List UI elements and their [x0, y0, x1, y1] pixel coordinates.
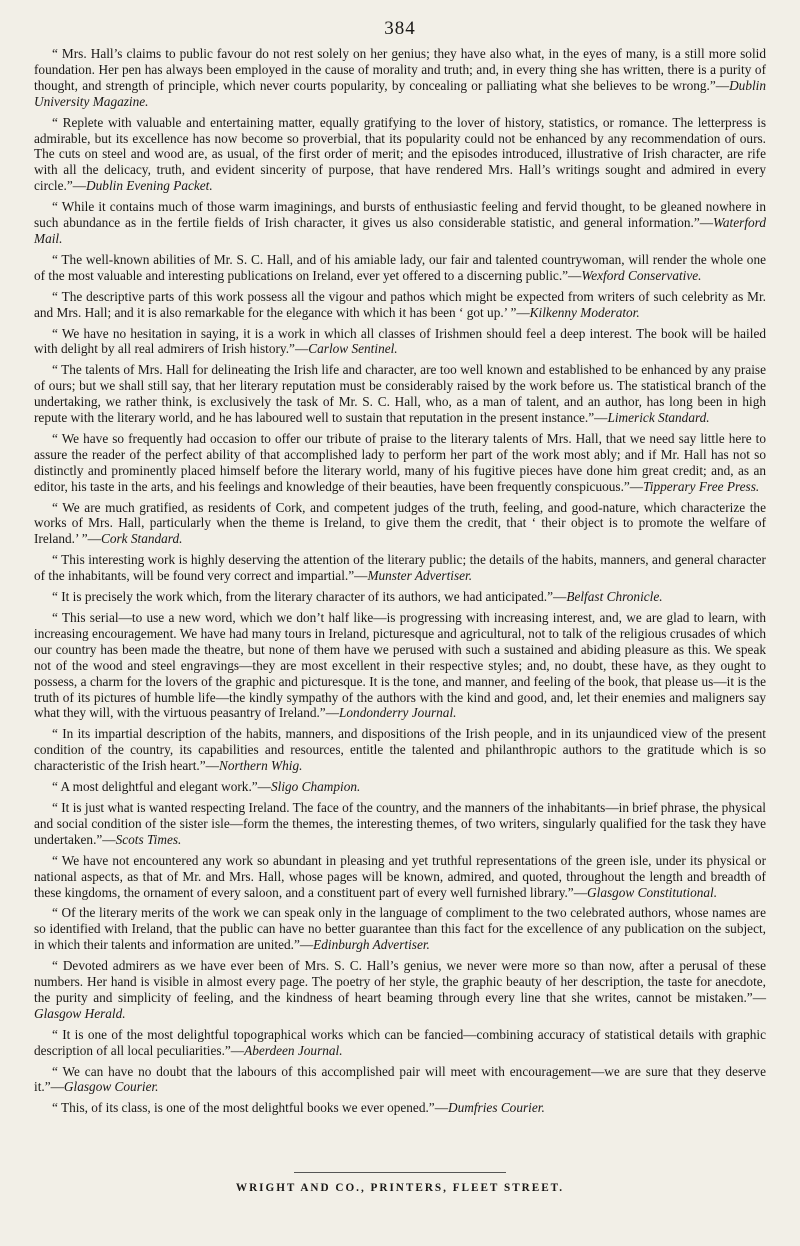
review-text: “ Devoted admirers as we have ever been of Mrs. S. C. Hall’s genius, we never were more so than now, after a perusal of these numbers. Her hand is visible in almost every page. The poetry of her style, the graphic beauty of her description, the taste for anecdote, the purity and simplicity of feeling, and the kindness of heart beaming through every line that she writes, cannot be mistaken.”— — [34, 958, 766, 1005]
review-text: “ While it contains much of those warm imaginings, and bursts of enthusiastic feeling and fervid thought, to be gleaned nowhere in such abundance as in the fertile fields of Irish character, it gives us also considerable statistic, and general information.”— — [34, 199, 766, 231]
review-text: “ We are much gratified, as residents of Cork, and competent judges of the truth, feeling, and good-nature, which characterize the works of Mrs. Hall, particularly when the theme is Ireland, to give them the credit, that ‘ their object is to promote the welfare of Ireland.’ ”— — [34, 499, 766, 547]
review-paragraph — [34, 552, 766, 584]
review-paragraph — [34, 800, 766, 848]
review-text: “ Replete with valuable and entertaining matter, equally gratifying to the lover of history, statistics, or romance. The letterpress is admirable, but its excellence has now become so proverbial, that its popularity could not be enhanced by any recommendation of ours. The cuts on steel and wood are, as usual, of the first order of merit; and the episodes introduced, illustrative of Irish character, are rife with all the delicacy, truth, and evident sincerity of purpose, that have rendered Mrs. Hall’s writings sought and admired in every circle.”— — [34, 114, 766, 194]
review-text: “ We have no hesitation in saying, it is a work in which all classes of Irishmen should feel a deep interest. The book will be hailed with delight by all real admirers of Irish history.”— — [34, 325, 766, 357]
review-source: Londonderry Journal. — [339, 705, 457, 721]
review-source: Scots Times. — [115, 831, 182, 847]
review-text: “ The talents of Mrs. Hall for delineating the Irish life and character, are too well known and established to be enhanced by any praise of ours; but we shall still say, that her literary reputation must be considerably raised by the work before us. The statistical branch of the undertaking, we rather think, is exclusively the task of Mr. S. C. Hall, who, as a man of talent, and an author, has long been in high repute with the literary world, and he has laboured well to sustain that reputation in the present instance.”— — [34, 362, 766, 426]
review-text: “ It is one of the most delightful topographical works which can be fancied—combining accuracy of statistical details with graphic description of all local peculiarities.”— — [34, 1026, 766, 1058]
review-paragraph — [34, 1064, 766, 1096]
review-source: Carlow Sentinel. — [308, 341, 398, 357]
footer-divider — [294, 1172, 506, 1173]
review-source: Belfast Chronicle. — [566, 589, 663, 605]
review-source: Dublin Evening Packet. — [86, 178, 213, 194]
review-paragraph — [34, 252, 766, 284]
review-source: Glasgow Courier. — [63, 1079, 159, 1095]
review-source: Northern Whig. — [218, 758, 303, 774]
review-source: Waterford Mail. — [34, 215, 766, 246]
review-source: Edinburgh Advertiser. — [313, 937, 430, 953]
review-paragraph — [34, 199, 766, 247]
review-paragraph — [34, 610, 766, 721]
review-source: Dublin University Magazine. — [34, 77, 766, 109]
review-text: “ This serial—to use a new word, which we don’t half like—is progressing with increasing interest, and, we are glad to learn, with increasing encouragement. We have had many tours in Ireland, picturesque and agricultural, not to talk of the religious crusades of which our country has been made the theatre, but none of them have we perused with such a sustained and abiding pleasure as this. We speak not of the wood and steel engravings—they are most excellent in their respective styles; and, no doubt, these have, as they ought to possess, a charm for the lovers of the graphic and picturesque. It is the tone, and manner, and feeling of the book, that please us—it is the truth of its pictures of humble life—the kindly sympathy of the authors with the kind and good, and, let their enemies and maligners say what they will, with the virtuous peasantry of Ireland.”— — [34, 610, 766, 721]
review-source: Kilkenny Moderator. — [529, 304, 640, 320]
review-paragraph — [34, 289, 766, 321]
review-paragraph — [34, 958, 766, 1022]
review-text: “ We can have no doubt that the labours of this accomplished pair will meet with encouragement—we are sure that they deserve it.”— — [34, 1063, 766, 1095]
review-paragraph — [34, 905, 766, 953]
review-text: “ The well-known abilities of Mr. S. C. Hall, and of his amiable lady, our fair and talented countrywoman, will render the whole one of the most valuable and interesting publications on Ireland, ever yet offered to a discerning public.”— — [34, 251, 766, 283]
review-text: “ Mrs. Hall’s claims to public favour do not rest solely on her genius; they have also what, in the eyes of many, is a still more solid foundation. Her pen has always been employed in the cause of morality and truth; and, in every thing she has written, there is a purity of thought, and strength of principle, which never courts popularity, by concealing or palliating what she believes to be wrong.”— — [34, 46, 766, 93]
review-paragraph — [34, 115, 766, 195]
review-source: Munster Advertiser. — [367, 568, 473, 584]
review-source: Aberdeen Journal. — [244, 1042, 343, 1058]
review-text: “ This interesting work is highly deserving the attention of the literary public; the details of the habits, manners, and general character of the inhabitants, will be found very correct and impartial.”— — [34, 552, 766, 584]
review-source: Sligo Champion. — [270, 779, 361, 795]
reviews-list — [34, 46, 766, 1116]
review-text: “ The descriptive parts of this work possess all the vigour and pathos which might be expected from writers of such celebrity as Mr. and Mrs. Hall; and it is also remarkable for the elegance with which it has been ‘ got up.’ ”— — [34, 288, 766, 320]
review-text: “ Of the literary merits of the work we can speak only in the language of compliment to the two celebrated authors, whose names are so identified with Ireland, that the public can have no better guarantee than this fact for the excellence of any publication on the subject, in which their talents and information are united.”— — [34, 905, 766, 953]
review-paragraph — [34, 431, 766, 495]
review-paragraph — [34, 589, 766, 605]
review-paragraph — [34, 500, 766, 548]
review-source: Wexford Conservative. — [581, 267, 702, 283]
review-text: “ This, of its class, is one of the most delightful books we ever opened.”— — [52, 1100, 448, 1116]
review-paragraph — [34, 853, 766, 901]
review-source: Tipperary Free Press. — [643, 478, 760, 494]
review-text: “ It is precisely the work which, from the literary character of its authors, we had anticipated.”— — [52, 589, 567, 605]
review-source: Glasgow Herald. — [34, 1005, 126, 1021]
review-paragraph — [34, 1100, 766, 1116]
review-paragraph — [34, 326, 766, 358]
review-text: “ In its impartial description of the habits, manners, and dispositions of the Irish people, and in its unjaundiced view of the present condition of the country, its capabilities and resources, entitle the talented and philanthropic authors to the gratitude which is so characteristic of the Irish heart.”— — [34, 726, 766, 774]
review-text: “ We have so frequently had occasion to offer our tribute of praise to the literary talents of Mrs. Hall, that we need say little here to assure the reader of the perfect ability of that accomplished lady to perform her part of the work most ably; and if Mr. Hall has not so distinctly and prominently placed himself before the literary world, many of his fugitive pieces have done him great credit; and, as an editor, his taste in the arts, and his feelings and knowledge of their beauties, have been frequently conspicuous.”— — [34, 430, 766, 494]
review-paragraph — [34, 362, 766, 426]
review-paragraph — [34, 779, 766, 795]
review-text: “ We have not encountered any work so abundant in pleasing and yet truthful representations of the green isle, under its physical or national aspects, as that of Mr. and Mrs. Hall, whose pages will be known, admired, and quoted, throughout the length and breadth of these kingdoms, the ornament of every saloon, and a constituent part of every well furnished library.”— — [34, 852, 766, 900]
review-source: Dumfries Courier. — [448, 1100, 545, 1116]
review-source: Glasgow Constitutional. — [587, 884, 718, 900]
review-paragraph — [34, 1027, 766, 1059]
review-text: “ A most delightful and elegant work.”— — [52, 779, 271, 795]
review-text: “ It is just what is wanted respecting Ireland. The face of the country, and the manners of the inhabitants—in brief phrase, the physical and social condition of the sister isle—form the themes, the interesting themes, of two writers, singularly qualified for the task they have undertaken.”— — [34, 799, 766, 847]
review-source: Cork Standard. — [100, 531, 183, 547]
review-paragraph — [34, 726, 766, 774]
review-source: Limerick Standard. — [607, 410, 710, 426]
printer-imprint: WRIGHT AND CO., PRINTERS, FLEET STREET. — [235, 1182, 565, 1195]
page-number: 384 — [384, 18, 416, 39]
review-paragraph — [34, 46, 766, 110]
